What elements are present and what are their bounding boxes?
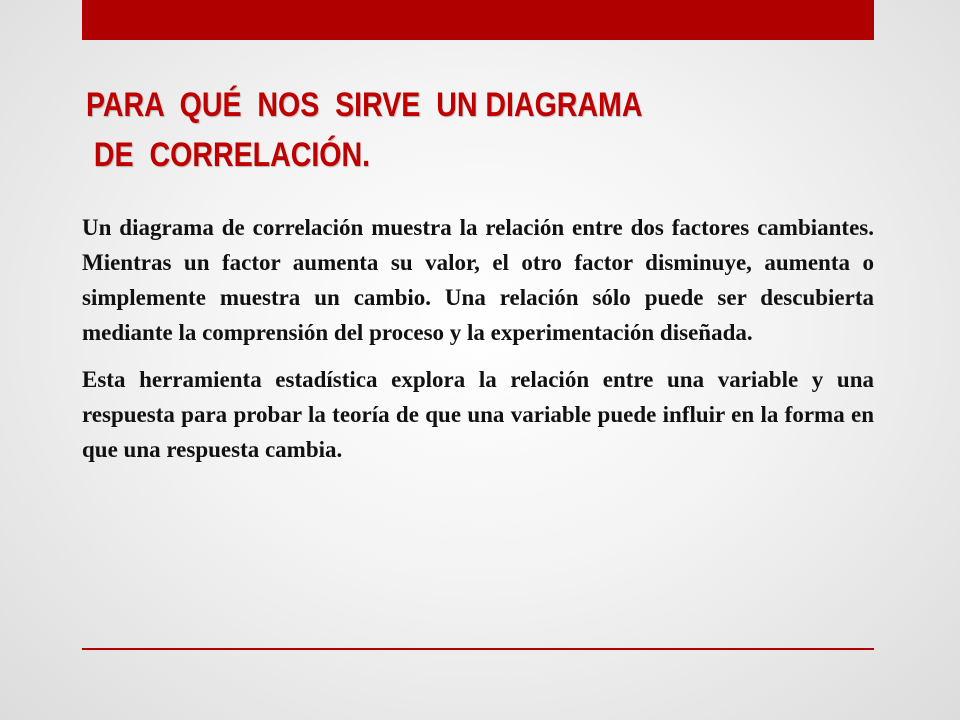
slide-title-line-1: PARA QUÉ NOS SIRVE UN DIAGRAMA bbox=[86, 86, 643, 124]
body-paragraph-1: Un diagrama de correlación muestra la relación entre dos factores cambiantes. Mientras un factor aumenta su valor, el otro factor disminuye, aumenta o simplemente muestra un cambio. Una relación sólo puede ser descubierta mediante la comprensión del proceso y la experimentación diseñada. bbox=[82, 215, 874, 345]
slide-title bbox=[86, 80, 674, 180]
top-accent-bar bbox=[82, 0, 874, 40]
slide-body bbox=[82, 210, 874, 479]
slide-title-line-2: DE CORRELACIÓN. bbox=[86, 136, 371, 174]
bottom-divider bbox=[82, 648, 874, 650]
body-paragraph-2: Esta herramienta estadística explora la relación entre una variable y una respuesta para probar la teoría de que una variable puede influir en la forma en que una respuesta cambia. bbox=[82, 367, 874, 462]
